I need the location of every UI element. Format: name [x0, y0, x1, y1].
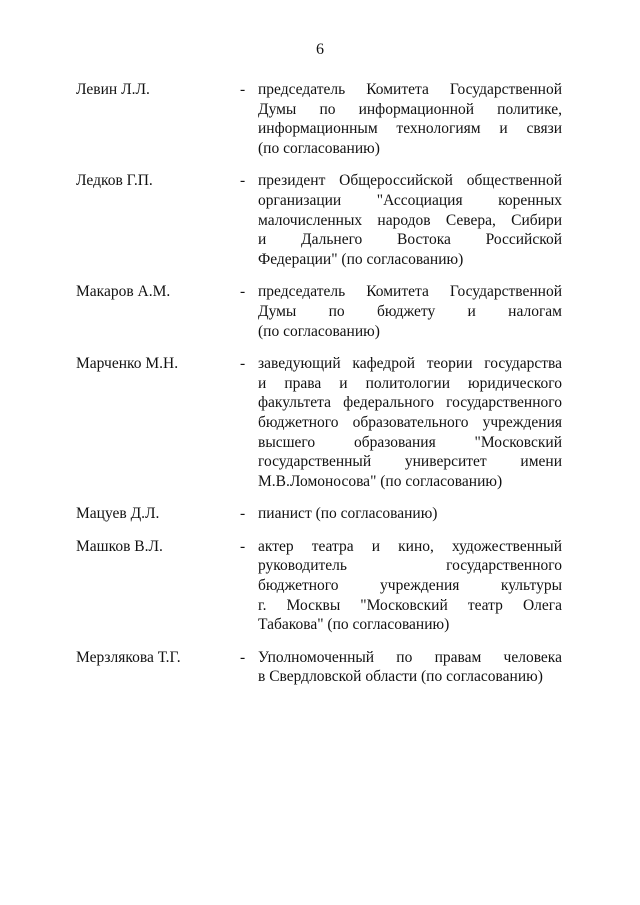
person-role — [258, 80, 562, 158]
person-name: Мерзлякова Т.Г. — [76, 648, 181, 666]
role-line: в Свердловской области (по согласованию) — [258, 668, 543, 686]
list-item — [76, 171, 562, 269]
dash-separator: - — [240, 648, 246, 666]
role-line: Табакова" (по согласованию) — [258, 616, 450, 634]
list-item — [76, 504, 562, 524]
dash-separator: - — [240, 505, 246, 523]
person-role — [258, 504, 562, 524]
dash-separator: - — [240, 355, 246, 373]
role-line: пианист (по согласованию) — [258, 505, 438, 523]
person-name: Ледков Г.П. — [76, 172, 153, 190]
role-line: информационным технологиям и связи — [258, 120, 562, 138]
member-list — [76, 80, 562, 700]
role-line: председатель Комитета Государственной — [258, 81, 562, 98]
role-line: заведующий кафедрой теории государства — [258, 355, 562, 373]
role-line: руководитель государственного — [258, 557, 562, 575]
role-line: бюджетного образовательного учреждения — [258, 413, 562, 431]
person-name: Марченко М.Н. — [76, 355, 179, 373]
list-item — [76, 537, 562, 635]
role-line: Думы по информационной политике, — [258, 100, 562, 118]
role-line: и Дальнего Востока Российской — [258, 231, 562, 249]
dash-separator: - — [240, 81, 246, 98]
role-line: председатель Комитета Государственной — [258, 283, 562, 301]
person-role — [258, 171, 562, 269]
person-name: Мацуев Д.Л. — [76, 505, 160, 523]
page-number: 6 — [316, 41, 324, 58]
person-role — [258, 282, 562, 341]
list-item — [76, 354, 562, 491]
dash-separator: - — [240, 172, 246, 190]
role-line: высшего образования "Московский — [258, 433, 562, 451]
role-line: президент Общероссийской общественной — [258, 172, 562, 190]
list-item — [76, 80, 562, 158]
role-line: и права и политологии юридического — [258, 374, 562, 392]
role-line: актер театра и кино, художественный — [258, 537, 562, 555]
role-line: факультета федерального государственного — [258, 394, 562, 412]
role-line: организации "Ассоциация коренных — [258, 191, 562, 209]
person-name: Левин Л.Л. — [76, 81, 150, 98]
role-line: (по согласованию) — [258, 139, 380, 157]
role-line: Федерации" (по согласованию) — [258, 250, 464, 268]
role-line: г. Москвы "Московский театр Олега — [258, 596, 562, 614]
role-line: малочисленных народов Севера, Сибири — [258, 211, 562, 229]
list-item — [76, 282, 562, 341]
person-role — [258, 537, 562, 635]
list-item — [76, 648, 562, 687]
role-line: Уполномоченный по правам человека — [258, 648, 562, 666]
role-line: Думы по бюджету и налогам — [258, 302, 562, 320]
person-role — [258, 648, 562, 687]
role-line: (по согласованию) — [258, 322, 380, 340]
dash-separator: - — [240, 283, 246, 301]
dash-separator: - — [240, 537, 246, 555]
role-line: бюджетного учреждения культуры — [258, 577, 562, 595]
person-role — [258, 354, 562, 491]
role-line: М.В.Ломоносова" (по согласованию) — [258, 472, 503, 490]
person-name: Макаров А.М. — [76, 283, 171, 301]
person-name: Машков В.Л. — [76, 537, 163, 555]
role-line: государственный университет имени — [258, 453, 562, 471]
